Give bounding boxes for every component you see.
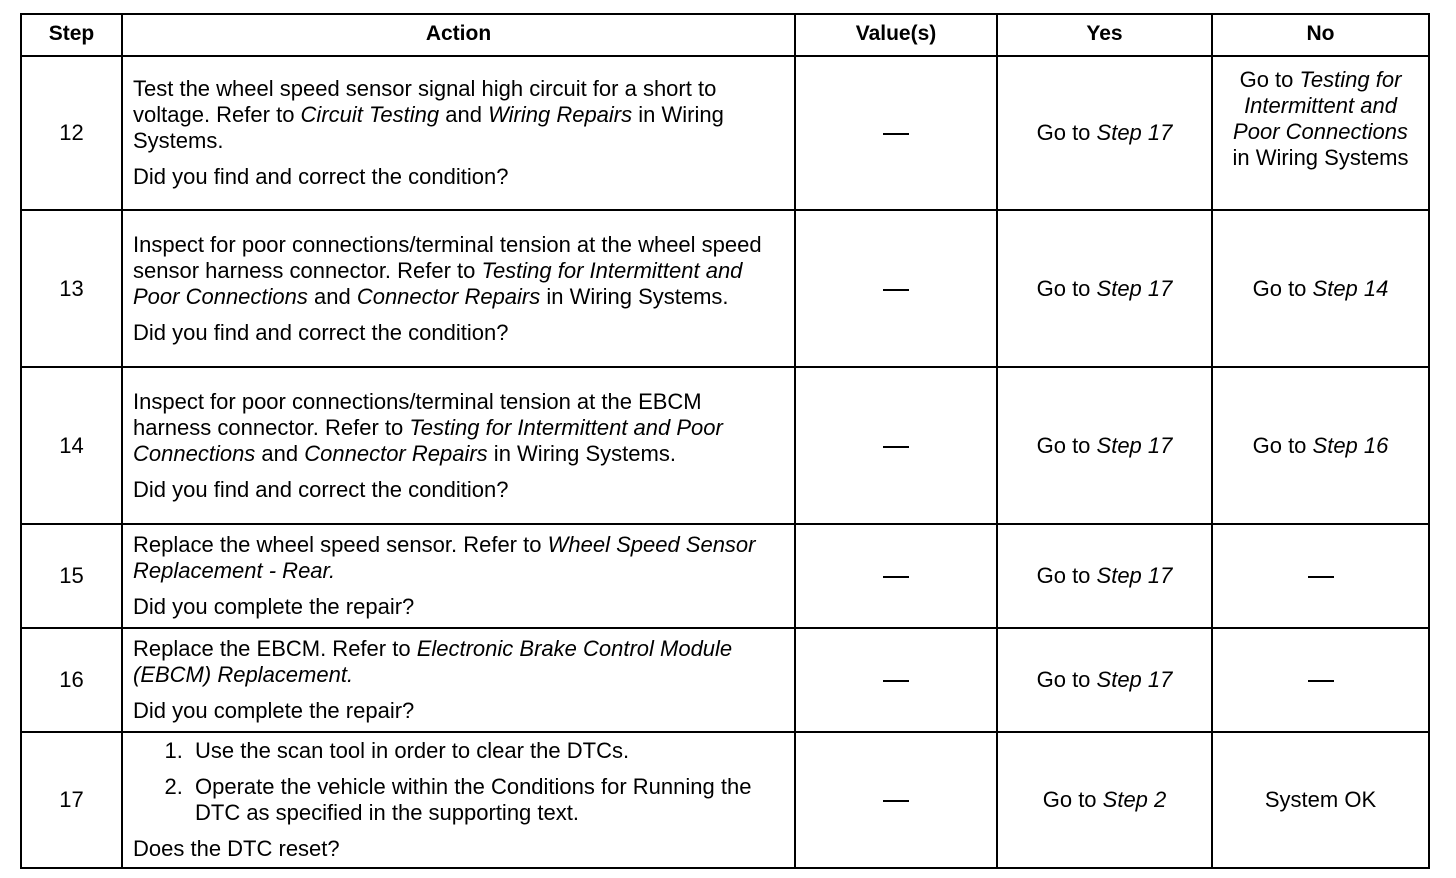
- step-number: 13: [21, 210, 122, 367]
- step-number: 17: [21, 732, 122, 868]
- numbered-steps: [133, 738, 784, 826]
- table-header-row: [21, 14, 1429, 56]
- no-cell: [1212, 524, 1429, 628]
- step-reference: Step 16: [1312, 432, 1389, 458]
- action-text: Replace the wheel speed sensor. Refer to Wheel Speed Sensor Replacement - Rear.: [133, 532, 756, 583]
- no-cell: System OK: [1212, 732, 1429, 868]
- value-cell: [795, 210, 997, 367]
- reference-link: Wheel Speed Sensor Replacement - Rear.: [133, 532, 756, 583]
- action-cell: [122, 210, 795, 367]
- action-question: Did you find and correct the condition?: [133, 319, 509, 345]
- reference-link: Circuit Testing: [300, 102, 440, 127]
- dash-mark: [883, 289, 909, 291]
- reference-link: Testing for Intermittent and Poor Connections: [1233, 67, 1408, 144]
- action-cell: [122, 56, 795, 210]
- action-question: Does the DTC reset?: [133, 836, 340, 861]
- action-text: Test the wheel speed sensor signal high circuit for a short to voltage. Refer to Circuit Testing and Wiring Repairs in Wiring Systems.: [133, 76, 724, 153]
- dash-mark: [883, 133, 909, 135]
- action-cell: [122, 524, 795, 628]
- table-row: [21, 56, 1429, 210]
- yes-cell: Go to Step 17: [997, 367, 1212, 524]
- no-cell: Go to Testing for Intermittent and Poor Connections in Wiring Systems: [1212, 56, 1429, 210]
- dash-mark: [883, 446, 909, 448]
- step-number: 16: [21, 628, 122, 732]
- step-reference: Step 17: [1096, 432, 1173, 458]
- header-action: Action: [122, 14, 795, 56]
- value-cell: [795, 628, 997, 732]
- step-reference: Step 14: [1312, 275, 1389, 301]
- action-question: Did you find and correct the condition?: [133, 476, 509, 502]
- yes-cell: Go to Step 17: [997, 210, 1212, 367]
- no-cell: Go to Step 14: [1212, 210, 1429, 367]
- yes-cell: Go to Step 2: [997, 732, 1212, 868]
- dash-mark: [883, 800, 909, 802]
- yes-cell: Go to Step 17: [997, 628, 1212, 732]
- table-row: [21, 732, 1429, 868]
- dash-mark: [883, 680, 909, 682]
- reference-link: Connector Repairs: [356, 283, 541, 309]
- table-row: [21, 210, 1429, 367]
- dash-mark: [1308, 576, 1334, 578]
- table-row: [21, 367, 1429, 524]
- action-cell: [122, 732, 795, 868]
- dash-mark: [883, 576, 909, 578]
- step-reference: Step 2: [1102, 787, 1167, 812]
- header-yes: Yes: [997, 14, 1212, 56]
- value-cell: [795, 367, 997, 524]
- step-reference: Step 17: [1096, 563, 1173, 588]
- reference-link: Electronic Brake Control Module (EBCM) Replacement.: [133, 636, 733, 687]
- dash-mark: [1308, 680, 1334, 682]
- action-text: Inspect for poor connections/terminal tension at the EBCM harness connector. Refer to Testing for Intermittent and Poor Connections and Connector Repairs in Wiring Systems.: [133, 388, 723, 466]
- list-item: 1. Use the scan tool in order to clear the DTCs.: [189, 738, 784, 764]
- header-no: No: [1212, 14, 1429, 56]
- yes-cell: Go to Step 17: [997, 56, 1212, 210]
- no-cell: Go to Step 16: [1212, 367, 1429, 524]
- step-reference: Step 17: [1096, 667, 1173, 692]
- header-values: Value(s): [795, 14, 997, 56]
- table-row: [21, 524, 1429, 628]
- value-cell: [795, 524, 997, 628]
- step-reference: Step 17: [1096, 275, 1173, 301]
- step-number: 15: [21, 524, 122, 628]
- step-number: 14: [21, 367, 122, 524]
- action-cell: [122, 367, 795, 524]
- step-reference: Step 17: [1096, 120, 1173, 145]
- table-row: [21, 628, 1429, 732]
- yes-cell: Go to Step 17: [997, 524, 1212, 628]
- no-cell: [1212, 628, 1429, 732]
- action-text: Inspect for poor connections/terminal tension at the wheel speed sensor harness connector. Refer to Testing for Intermittent and Poor Connections and Connector Repairs in Wiring Systems.: [133, 231, 762, 309]
- action-question: Did you complete the repair?: [133, 594, 415, 619]
- action-cell: [122, 628, 795, 732]
- reference-link: Testing for Intermittent and Poor Connections: [133, 414, 723, 466]
- reference-link: Testing for Intermittent and Poor Connections: [133, 257, 743, 309]
- list-item: 2. Operate the vehicle within the Conditions for Running the DTC as specified in the supporting text.: [189, 774, 784, 826]
- reference-link: Connector Repairs: [304, 440, 488, 466]
- reference-link: Wiring Repairs: [488, 102, 633, 127]
- header-step: Step: [21, 14, 122, 56]
- action-question: Did you complete the repair?: [133, 698, 415, 723]
- diagnostic-procedure-table: [20, 13, 1430, 869]
- value-cell: [795, 56, 997, 210]
- action-text: Replace the EBCM. Refer to Electronic Brake Control Module (EBCM) Replacement.: [133, 636, 733, 687]
- step-number: 12: [21, 56, 122, 210]
- action-question: Did you find and correct the condition?: [133, 164, 509, 189]
- value-cell: [795, 732, 997, 868]
